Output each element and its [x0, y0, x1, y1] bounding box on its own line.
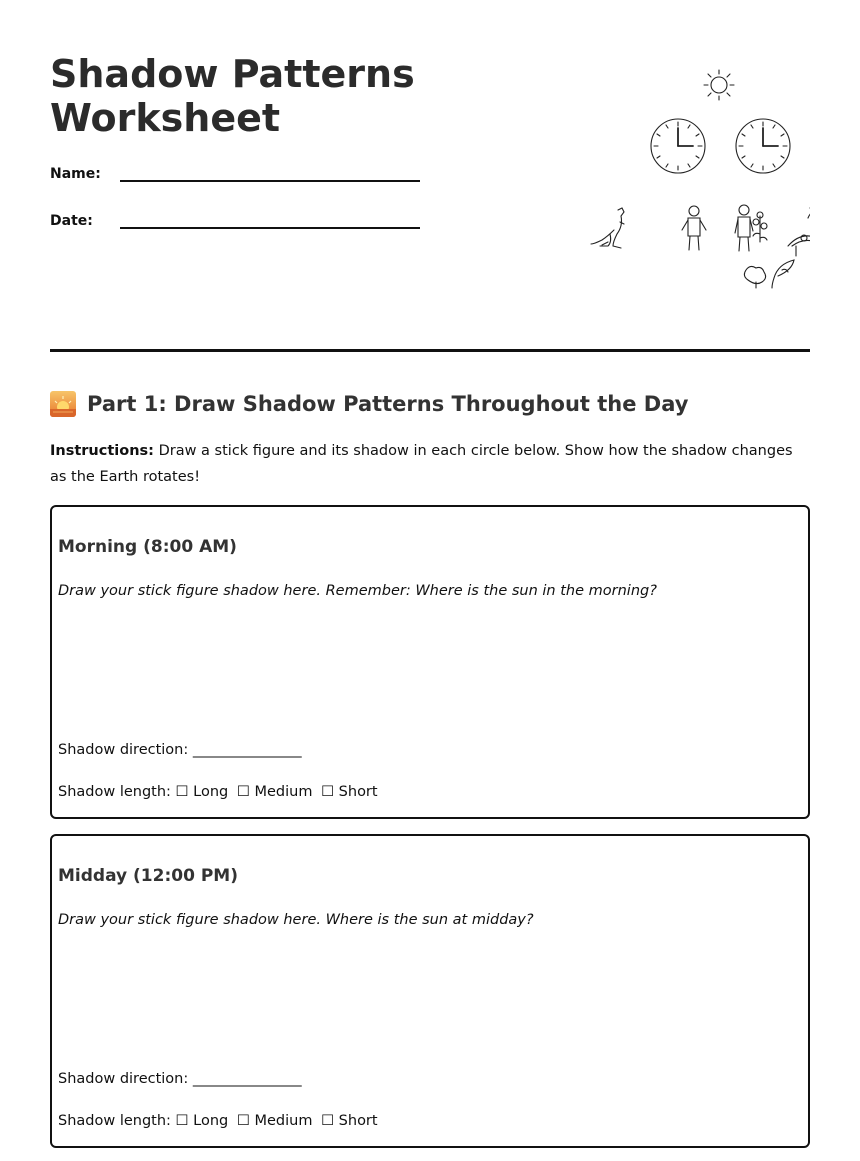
shadow-length-label: Shadow length: — [58, 1113, 171, 1129]
section-divider — [50, 349, 810, 352]
name-blank-line[interactable] — [120, 180, 420, 182]
bush-icon — [744, 266, 765, 288]
date-label: Date: — [50, 213, 93, 229]
option-long-checkbox[interactable]: ☐ Long — [175, 784, 229, 800]
shadow-direction-line[interactable]: Shadow direction: _______________ — [58, 742, 302, 758]
instructions-text — [50, 438, 810, 490]
worksheet-page — [50, 0, 810, 1161]
option-short-checkbox[interactable]: ☐ Short — [321, 1113, 378, 1129]
date-field — [50, 213, 430, 243]
leaf-icon — [772, 260, 794, 288]
shadow-length-row — [58, 784, 382, 800]
midday-drawing-box[interactable] — [50, 834, 810, 1148]
sun-icon — [704, 70, 734, 100]
card-prompt: Draw your stick figure shadow here. Where is the sun at midday? — [58, 912, 534, 928]
card-title: Midday (12:00 PM) — [58, 866, 238, 886]
option-short-checkbox[interactable]: ☐ Short — [321, 784, 378, 800]
kangaroo-icon — [591, 208, 624, 248]
date-blank-line[interactable] — [120, 227, 420, 229]
part1-heading — [50, 390, 688, 418]
option-long-checkbox[interactable]: ☐ Long — [175, 1113, 229, 1129]
shadow-direction-line[interactable]: Shadow direction: _______________ — [58, 1071, 302, 1087]
name-field — [50, 166, 430, 196]
stick-figure-icon — [682, 206, 706, 250]
page-title: Shadow Patterns Worksheet — [50, 52, 415, 140]
person-with-plant-icon — [735, 205, 767, 251]
morning-drawing-box[interactable] — [50, 505, 810, 819]
card-title: Morning (8:00 AM) — [58, 537, 237, 557]
instructions-body: Draw a stick figure and its shadow in each circle below. Show how the shadow changes as the Earth rotates! — [50, 443, 793, 485]
clock-icon — [651, 119, 705, 173]
card-prompt: Draw your stick figure shadow here. Remember: Where is the sun in the morning? — [58, 583, 657, 599]
sunrise-icon — [50, 391, 76, 417]
name-label: Name: — [50, 166, 101, 182]
part1-heading-text: Part 1: Draw Shadow Patterns Throughout the Day — [87, 392, 689, 416]
shadow-length-label: Shadow length: — [58, 784, 171, 800]
shadow-illustration — [538, 62, 810, 298]
palm-tree-icon — [808, 202, 810, 238]
instructions-label: Instructions: — [50, 443, 154, 459]
option-medium-checkbox[interactable]: ☐ Medium — [236, 784, 313, 800]
shadow-length-row — [58, 1113, 382, 1129]
option-medium-checkbox[interactable]: ☐ Medium — [236, 1113, 313, 1129]
hut-icon — [788, 235, 810, 256]
clock-icon — [736, 119, 790, 173]
